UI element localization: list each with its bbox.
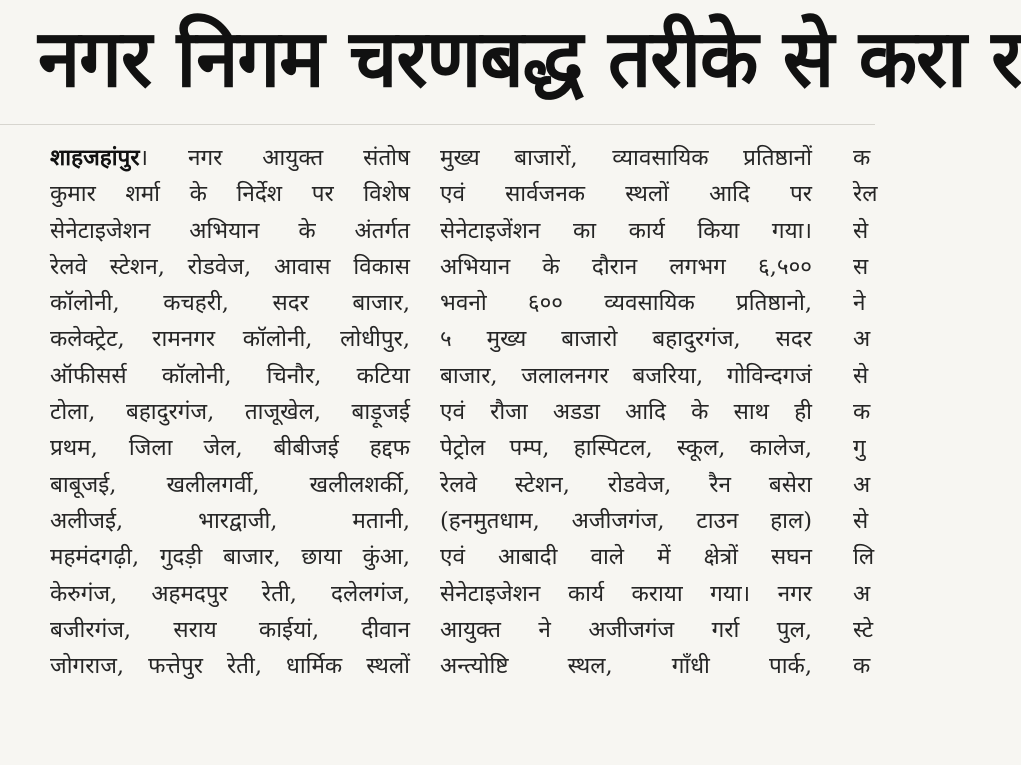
column-line: पेट्रोल पम्प, हास्पिटल, स्कूल, कालेज, <box>440 435 812 462</box>
column-line: रेल <box>853 181 878 208</box>
column-line: जोगराज, फत्तेपुर रेती, धार्मिक स्थलों <box>50 653 410 680</box>
column-line: (हनमुतधाम, अजीजगंज, टाउन हाल) <box>440 507 812 534</box>
article-column-1 <box>50 140 410 684</box>
column-line: महमंदगढ़ी, गुदड़ी बाजार, छाया कुंआ, <box>50 544 410 571</box>
column-line: अ <box>853 326 871 353</box>
column-line: क <box>853 399 871 426</box>
column-line: कलेक्ट्रेट, रामनगर कॉलोनी, लोधीपुर, <box>50 326 410 353</box>
column-line: केरुगंज, अहमदपुर रेती, दलेलगंज, <box>50 580 410 607</box>
column-line: रेलवे स्टेशन, रोडवेज, आवास विकास <box>50 253 410 280</box>
column-line: क <box>853 145 871 171</box>
column-line: से <box>853 362 869 389</box>
column-line: मुख्य बाजारों, व्यावसायिक प्रतिष्ठानों <box>440 145 812 171</box>
column-line: ने <box>853 290 866 317</box>
column-line: अभियान के दौरान लगभग ६,५०० <box>440 253 812 280</box>
article-column-2 <box>440 140 812 684</box>
column-line-text: । नगर आयुक्त संतोष <box>139 145 410 171</box>
column-line: कॉलोनी, कचहरी, सदर बाजार, <box>50 290 410 317</box>
column-line: एवं रौजा अडडा आदि के साथ ही <box>440 399 812 426</box>
headline-divider <box>0 124 875 125</box>
dateline: शाहजहांपुर <box>50 145 140 171</box>
column-line: एवं आबादी वाले में क्षेत्रों सघन <box>440 544 812 571</box>
column-line: टोला, बहादुरगंज, ताजूखेल, बाड़ूजई <box>50 399 410 426</box>
column-line: बाजार, जलालनगर बजरिया, गोविन्दगजं <box>440 362 812 389</box>
column-line: कुमार शर्मा के निर्देश पर विशेष <box>50 181 410 208</box>
column-line: स <box>853 253 869 280</box>
column-line: अन्त्योष्टि स्थल, गाँधी पार्क, <box>440 653 812 680</box>
column-line: भवनो ६०० व्यवसायिक प्रतिष्ठानो, <box>440 290 812 317</box>
column-line: अलीजई, भारद्वाजी, मतानी, <box>50 507 410 534</box>
column-line: सेनेटाइजेशन कार्य कराया गया। नगर <box>440 580 812 607</box>
column-line: रेलवे स्टेशन, रोडवेज, रैन बसेरा <box>440 471 812 498</box>
column-line: सेनेटाइजेशन अभियान के अंतर्गत <box>50 217 410 244</box>
column-line <box>50 140 410 176</box>
column-line: से <box>853 507 869 534</box>
column-line: क <box>853 653 871 680</box>
column-line: ऑफीसर्स कॉलोनी, चिनौर, कटिया <box>50 362 410 389</box>
column-line: अ <box>853 580 871 607</box>
column-line: अ <box>853 471 871 498</box>
column-line: एवं सार्वजनक स्थलों आदि पर <box>440 181 812 208</box>
column-line: प्रथम, जिला जेल, बीबीजई हद्दफ <box>50 435 410 462</box>
column-line: गु <box>853 435 866 462</box>
column-line: बाबूजई, खलीलगर्वी, खलीलशर्की, <box>50 471 410 498</box>
column-line: आयुक्त ने अजीजगंज गर्रा पुल, <box>440 616 812 643</box>
headline: नगर निगम चरणबद्ध तरीके से करा र <box>38 11 1021 105</box>
column-line: लि <box>853 544 875 571</box>
article-column-3-partial <box>853 140 913 684</box>
column-line: बजीरगंज, सराय काईयां, दीवान <box>50 616 410 643</box>
column-line: से <box>853 217 869 244</box>
column-line: सेनेटाइजेंशन का कार्य किया गया। <box>440 217 812 244</box>
column-line: स्टे <box>853 616 874 643</box>
column-line: ५ मुख्य बाजारो बहादुरगंज, सदर <box>440 326 812 353</box>
